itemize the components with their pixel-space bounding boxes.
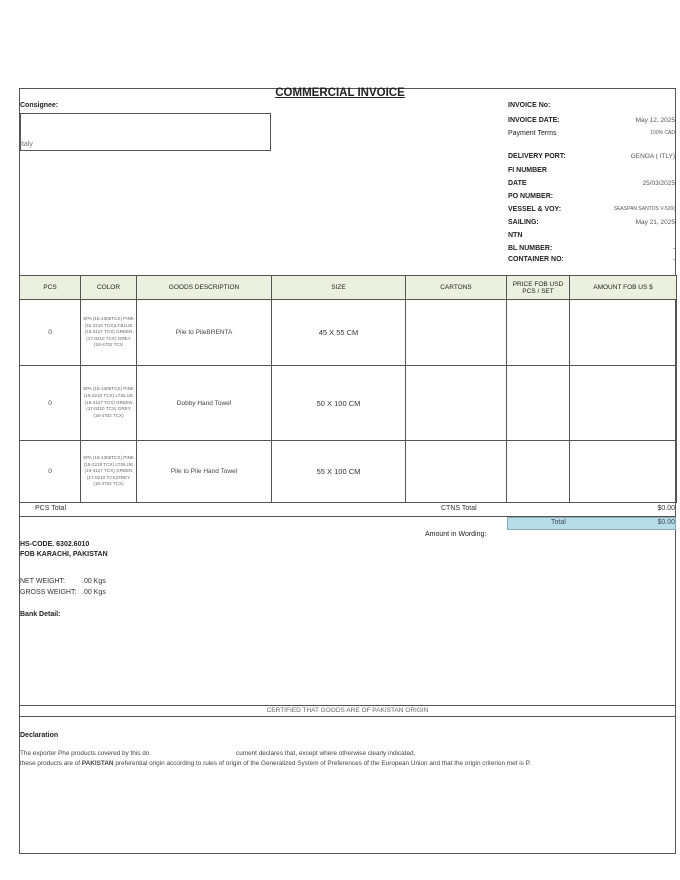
invoice-info-label: BL NUMBER:	[508, 245, 553, 252]
certified-bottom-line	[19, 716, 676, 717]
invoice-info-label: SAILING:	[508, 219, 539, 226]
invoice-info-value: May 12, 2025	[635, 117, 675, 124]
cell-price	[507, 300, 570, 366]
invoice-info-label: NTN	[508, 232, 523, 239]
net-weight-value: .00 Kgs	[82, 578, 106, 585]
declaration-label: Declaration	[20, 732, 59, 739]
table-row	[20, 441, 677, 503]
cell-pcs: 0	[20, 300, 81, 366]
invoice-info-value: SEASPAN SANTOS V-520(	[613, 206, 675, 212]
cell-description: Pile to PileBRENTA	[137, 300, 272, 366]
invoice-info-value: GENOA ( ITLY)	[630, 153, 675, 160]
invoice-info-value: 100% CAD	[650, 130, 675, 136]
total-value: $0.00	[657, 519, 675, 526]
invoice-info-value: 25/03/2025	[642, 180, 675, 187]
amount-in-wording-label: Amount in Wording:	[425, 531, 487, 538]
cell-amount	[570, 441, 677, 503]
invoice-info-label: DELIVERY PORT:	[508, 153, 566, 160]
invoice-info-label: INVOICE No:	[508, 102, 551, 109]
declaration-line2	[20, 760, 531, 767]
col-header-pcs: PCS	[20, 276, 81, 300]
declaration-line1-b: cument declares that, except where otherwise clearly indicated,	[236, 750, 416, 757]
certified-text: CERTIFIED THAT GOODS ARE OF PAKISTAN ORIGIN	[266, 707, 429, 714]
cell-cartons	[406, 300, 507, 366]
table-row	[20, 300, 677, 366]
col-header-size: SIZE	[272, 276, 406, 300]
cell-amount	[570, 300, 677, 366]
invoice-info-label: VESSEL & VOY:	[508, 206, 562, 213]
cell-cartons	[406, 366, 507, 441]
ctns-total-label: CTNS Total	[441, 505, 477, 512]
invoice-info-label: INVOICE DATE:	[508, 117, 560, 124]
invoice-info-value: -	[672, 256, 675, 263]
invoice-info-label: CONTAINER NO:	[508, 256, 564, 263]
cell-price	[507, 441, 570, 503]
cell-pcs: 0	[20, 441, 81, 503]
hs-code: HS-CODE. 6302.6010	[20, 541, 90, 548]
pcs-total-label: PCS Total	[35, 505, 66, 512]
cell-price	[507, 366, 570, 441]
goods-table	[19, 275, 677, 503]
net-weight-label: NET WEIGHT:	[20, 578, 65, 585]
consignee-country: Italy	[20, 141, 33, 148]
col-header-color: COLOR	[81, 276, 137, 300]
col-header-amount: AMOUNT FOB US $	[570, 276, 677, 300]
fob-location: FOB KARACHI, PAKISTAN	[20, 551, 108, 558]
certified-top-line	[19, 705, 676, 706]
consignee-box	[20, 113, 271, 151]
ctns-total-value: $0.00	[657, 505, 675, 512]
cell-color: SPA (15-1305TCX) PINK (15-2210 TCX)LT.BLUE (16-4127 TCX) GREEN (17-0210 TCX) GREY (16-4702 TCX	[81, 300, 137, 366]
cell-size: 50 X 100 CM	[272, 366, 406, 441]
cell-cartons	[406, 441, 507, 503]
table-header-row	[20, 276, 677, 300]
invoice-info-label: DATE	[508, 180, 527, 187]
invoice-info-value: May 21, 2025	[635, 219, 675, 226]
declaration-origin: PAKISTAN	[81, 760, 114, 767]
cell-description: Dobby Hand Towel	[137, 366, 272, 441]
invoice-info-label: Payment Terms	[508, 130, 557, 137]
invoice-info-value: -	[672, 245, 675, 252]
cell-color: SPA (15-1305TCX) PINK (15-2210 TCX) LT.BLUE (16-4127 TCX) GREEN (17-0210 TCX)GREY (16-4702 TCX)	[81, 441, 137, 503]
cell-size: 55 X 100 CM	[272, 441, 406, 503]
col-header-cartons: CARTONS	[406, 276, 507, 300]
table-row	[20, 366, 677, 441]
cell-amount	[570, 366, 677, 441]
cell-size: 45 X 55 CM	[272, 300, 406, 366]
page-title: COMMERCIAL INVOICE	[275, 87, 405, 99]
col-header-price: PRICE FOB USD PCS / SET	[507, 276, 570, 300]
declaration-line1-a: The exporter Phe products covered by this do	[20, 750, 150, 757]
gross-weight-value: .00 Kgs	[82, 589, 106, 596]
total-label: Total	[551, 519, 566, 526]
consignee-label: Consignee:	[20, 102, 59, 109]
declaration-line2-a: these products are of	[20, 760, 81, 767]
col-header-description: GOODS DESCRIPTION	[137, 276, 272, 300]
declaration-line2-b: preferential origin according to rules of origin of the Generalized System of Preferences of the European Union and that the origin criterion met is P.	[115, 760, 531, 767]
gross-weight-label: GROSS WEIGHT:	[20, 589, 77, 596]
cell-pcs: 0	[20, 366, 81, 441]
invoice-info-label: PO NUMBER:	[508, 193, 554, 200]
cell-color: SPA (15-1305TCX) PINK (15-2210 TCX) LT.BLUE (16-4127 TCX) GREEN (17-0210 TCX) GREY (16-4702 TCX)	[81, 366, 137, 441]
bank-detail-label: Bank Detail:	[20, 611, 61, 618]
invoice-info-label: FI NUMBER	[508, 167, 547, 174]
cell-description: Pile to Pile Hand Towel	[137, 441, 272, 503]
